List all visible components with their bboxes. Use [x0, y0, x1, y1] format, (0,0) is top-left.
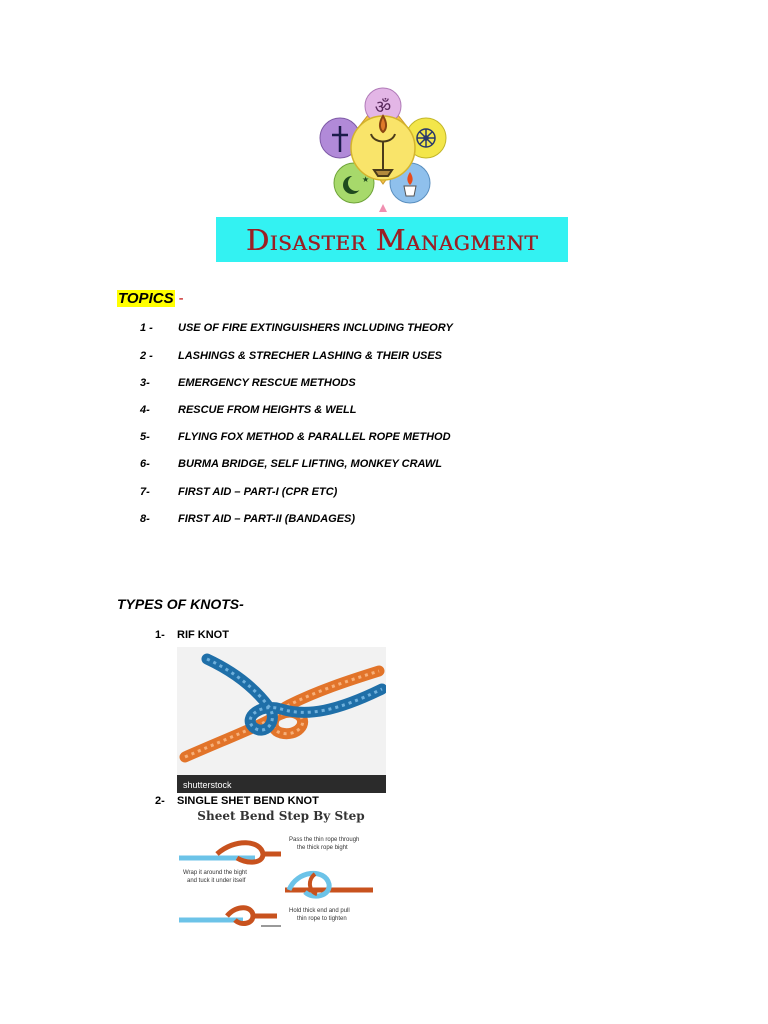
- knot-item-label: [155, 629, 229, 641]
- topic-text: FLYING FOX METHOD & PARALLEL ROPE METHOD: [178, 431, 451, 443]
- knot-number: 2-: [155, 795, 165, 807]
- topic-text: EMERGENCY RESCUE METHODS: [178, 377, 356, 389]
- document-title: Disaster Managment: [245, 222, 539, 257]
- svg-text:Hold thick end and pull: Hold thick end and pull: [289, 908, 350, 914]
- interfaith-logo: [318, 86, 448, 218]
- title-banner: [216, 217, 568, 262]
- topic-text: FIRST AID – PART-II (BANDAGES): [178, 513, 356, 525]
- topics-heading-dash: -: [178, 290, 184, 307]
- topic-number: 5-: [140, 431, 150, 443]
- knots-heading: TYPES OF KNOTS-: [117, 596, 244, 612]
- svg-text:the thick rope bight: the thick rope bight: [297, 845, 348, 851]
- topic-number: 4-: [140, 404, 150, 416]
- topics-heading: [117, 290, 184, 307]
- topic-number: 2 -: [140, 350, 153, 362]
- svg-text:★: ★: [362, 175, 370, 184]
- topic-number: 1 -: [140, 322, 153, 334]
- dharma-wheel-icon: [417, 129, 435, 147]
- knot-number: 1-: [155, 629, 165, 641]
- topic-text: RESCUE FROM HEIGHTS & WELL: [178, 404, 357, 416]
- knot-item-label: [155, 795, 319, 807]
- topic-number: 6-: [140, 458, 150, 470]
- image-title: Sheet Bend Step By Step: [197, 809, 365, 823]
- topic-text: FIRST AID – PART-I (CPR ETC): [178, 486, 338, 498]
- topic-number: 8-: [140, 513, 150, 525]
- reef-knot-image: [177, 647, 386, 793]
- sheet-bend-steps-image: [177, 808, 386, 934]
- svg-text:and tuck it under itself: and tuck it under itself: [187, 878, 246, 884]
- svg-text:Pass the thin rope through: Pass the thin rope through: [289, 837, 360, 843]
- topic-number: 3-: [140, 377, 150, 389]
- svg-text:ॐ: ॐ: [374, 97, 392, 118]
- svg-text:thin rope to tighten: thin rope to tighten: [297, 916, 347, 922]
- topic-number: 7-: [140, 486, 150, 498]
- knot-name: RIF KNOT: [177, 629, 229, 641]
- knot-name: SINGLE SHET BEND KNOT: [177, 795, 319, 807]
- topic-text: BURMA BRIDGE, SELF LIFTING, MONKEY CRAWL: [178, 458, 442, 470]
- image-watermark: shutterstock: [183, 780, 232, 790]
- topic-text: LASHINGS & STRECHER LASHING & THEIR USES: [178, 350, 443, 362]
- svg-text:Wrap it around the bight: Wrap it around the bight: [183, 870, 247, 876]
- topics-heading-label: TOPICS: [118, 290, 174, 307]
- topic-text: USE OF FIRE EXTINGUISHERS INCLUDING THEORY: [178, 322, 453, 334]
